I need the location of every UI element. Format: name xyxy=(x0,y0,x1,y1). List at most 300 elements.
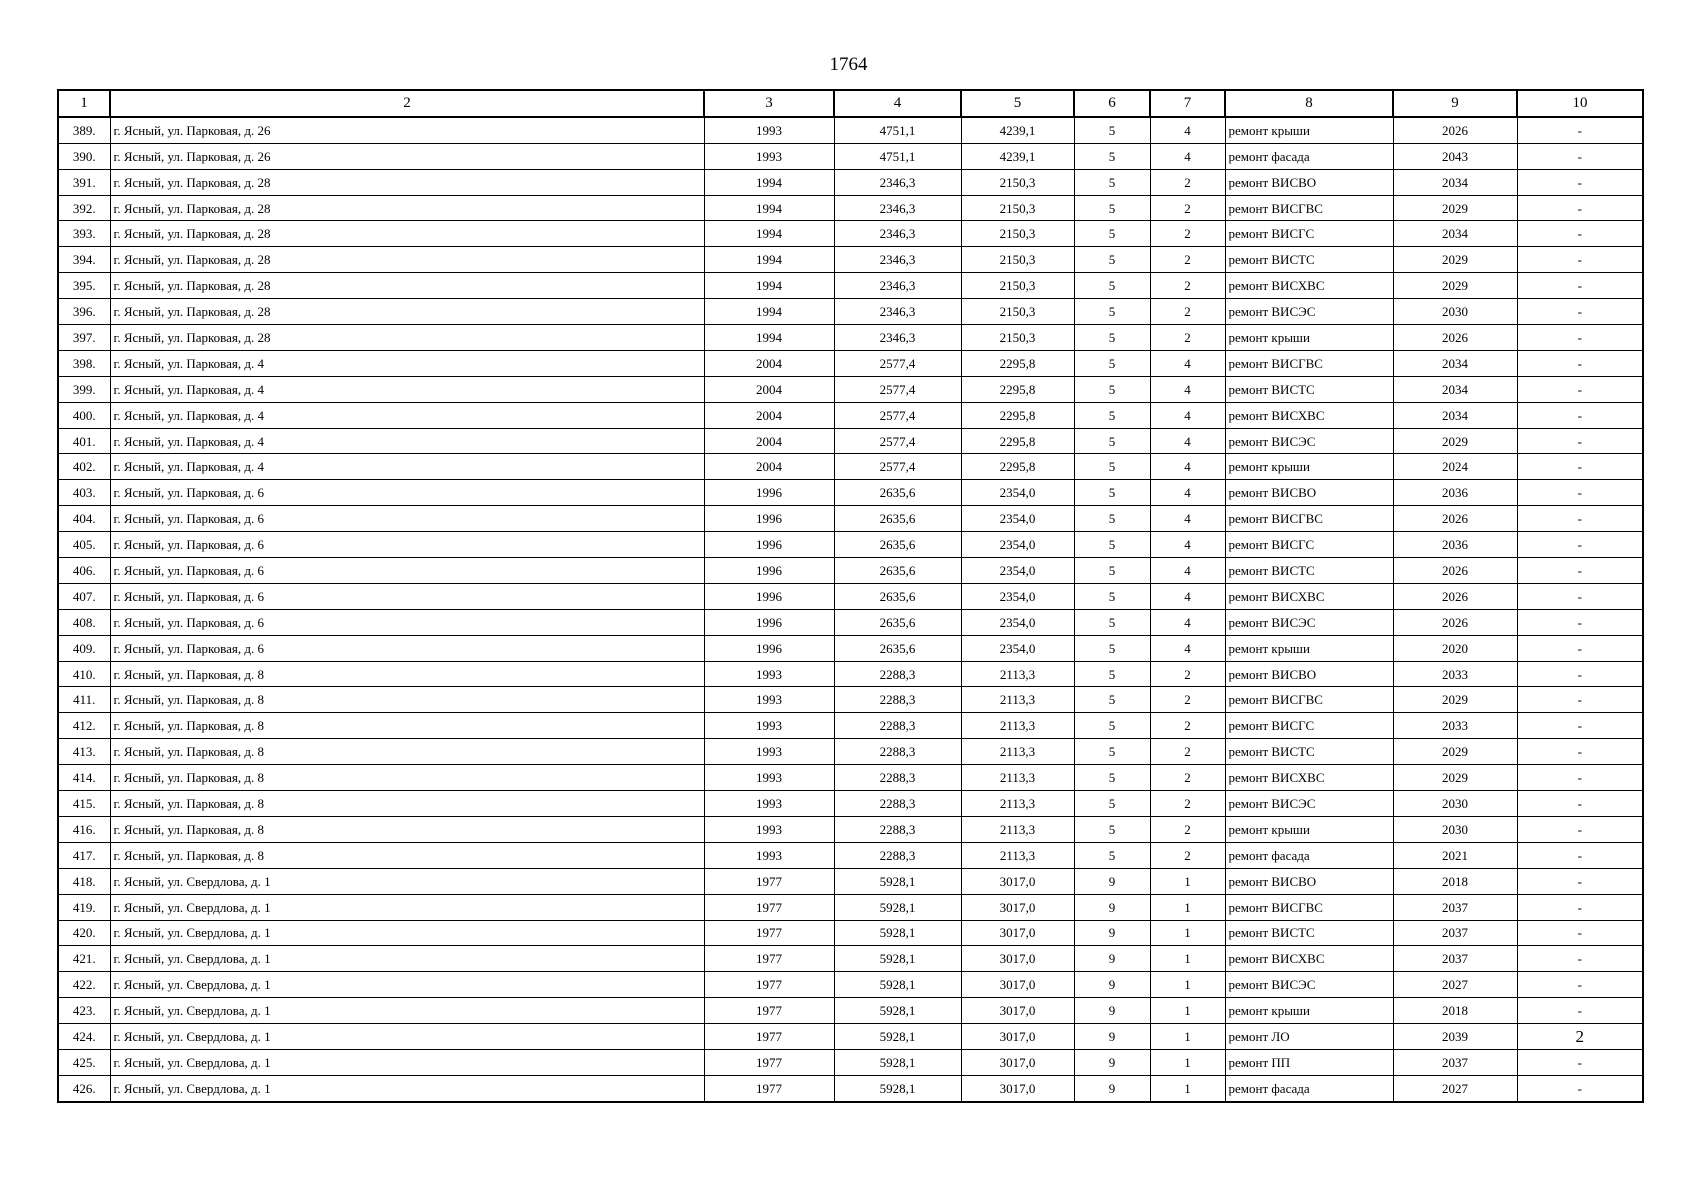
living-area-cell: 2295,8 xyxy=(961,454,1074,480)
build-year-cell: 1996 xyxy=(704,583,834,609)
living-area-cell: 2113,3 xyxy=(961,765,1074,791)
column-10-value-cell: - xyxy=(1517,583,1643,609)
work-type-cell: ремонт ВИСТС xyxy=(1225,558,1393,584)
row-number-cell: 401. xyxy=(58,428,110,454)
work-type-cell: ремонт крыши xyxy=(1225,325,1393,351)
living-area-cell: 2113,3 xyxy=(961,713,1074,739)
entrances-cell: 1 xyxy=(1150,998,1225,1024)
work-type-cell: ремонт фасада xyxy=(1225,842,1393,868)
total-area-cell: 5928,1 xyxy=(834,998,961,1024)
total-area-cell: 2288,3 xyxy=(834,713,961,739)
address-cell: г. Ясный, ул. Свердлова, д. 1 xyxy=(110,868,704,894)
address-cell: г. Ясный, ул. Свердлова, д. 1 xyxy=(110,1075,704,1101)
total-area-cell: 2288,3 xyxy=(834,739,961,765)
living-area-cell: 2150,3 xyxy=(961,195,1074,221)
work-type-cell: ремонт ВИСВО xyxy=(1225,480,1393,506)
living-area-cell: 2295,8 xyxy=(961,402,1074,428)
column-10-value-cell: - xyxy=(1517,169,1643,195)
total-area-cell: 5928,1 xyxy=(834,868,961,894)
row-number-cell: 420. xyxy=(58,920,110,946)
total-area-cell: 2577,4 xyxy=(834,350,961,376)
living-area-cell: 2150,3 xyxy=(961,325,1074,351)
living-area-cell: 2113,3 xyxy=(961,842,1074,868)
row-number-cell: 425. xyxy=(58,1049,110,1075)
table-row xyxy=(58,713,1643,739)
floors-cell: 5 xyxy=(1074,739,1150,765)
floors-cell: 9 xyxy=(1074,1049,1150,1075)
floors-cell: 5 xyxy=(1074,325,1150,351)
build-year-cell: 2004 xyxy=(704,428,834,454)
living-area-cell: 3017,0 xyxy=(961,1024,1074,1050)
table-row xyxy=(58,946,1643,972)
floors-cell: 5 xyxy=(1074,454,1150,480)
work-type-cell: ремонт ВИСТС xyxy=(1225,376,1393,402)
build-year-cell: 1994 xyxy=(704,169,834,195)
total-area-cell: 2346,3 xyxy=(834,195,961,221)
table-row xyxy=(58,532,1643,558)
living-area-cell: 3017,0 xyxy=(961,894,1074,920)
address-cell: г. Ясный, ул. Свердлова, д. 1 xyxy=(110,894,704,920)
address-cell: г. Ясный, ул. Парковая, д. 8 xyxy=(110,816,704,842)
table-row xyxy=(58,868,1643,894)
column-10-value-cell: - xyxy=(1517,1075,1643,1101)
total-area-cell: 2577,4 xyxy=(834,402,961,428)
work-type-cell: ремонт фасада xyxy=(1225,143,1393,169)
entrances-cell: 1 xyxy=(1150,868,1225,894)
floors-cell: 5 xyxy=(1074,609,1150,635)
floors-cell: 5 xyxy=(1074,480,1150,506)
total-area-cell: 2346,3 xyxy=(834,221,961,247)
floors-cell: 5 xyxy=(1074,221,1150,247)
build-year-cell: 1993 xyxy=(704,816,834,842)
address-cell: г. Ясный, ул. Парковая, д. 28 xyxy=(110,299,704,325)
address-cell: г. Ясный, ул. Парковая, д. 6 xyxy=(110,532,704,558)
work-type-cell: ремонт ВИСЭС xyxy=(1225,972,1393,998)
planned-year-cell: 2036 xyxy=(1393,532,1517,558)
row-number-cell: 423. xyxy=(58,998,110,1024)
living-area-cell: 3017,0 xyxy=(961,1049,1074,1075)
floors-cell: 5 xyxy=(1074,713,1150,739)
build-year-cell: 1996 xyxy=(704,532,834,558)
column-header-7: 7 xyxy=(1150,90,1225,117)
table-row xyxy=(58,687,1643,713)
total-area-cell: 5928,1 xyxy=(834,1075,961,1101)
total-area-cell: 5928,1 xyxy=(834,972,961,998)
build-year-cell: 1994 xyxy=(704,325,834,351)
build-year-cell: 2004 xyxy=(704,376,834,402)
living-area-cell: 3017,0 xyxy=(961,868,1074,894)
row-number-cell: 412. xyxy=(58,713,110,739)
planned-year-cell: 2024 xyxy=(1393,454,1517,480)
row-number-cell: 411. xyxy=(58,687,110,713)
table-row xyxy=(58,1075,1643,1101)
table-row xyxy=(58,765,1643,791)
row-number-cell: 424. xyxy=(58,1024,110,1050)
build-year-cell: 1996 xyxy=(704,635,834,661)
living-area-cell: 3017,0 xyxy=(961,920,1074,946)
floors-cell: 5 xyxy=(1074,558,1150,584)
work-type-cell: ремонт ВИСХВС xyxy=(1225,402,1393,428)
entrances-cell: 2 xyxy=(1150,169,1225,195)
living-area-cell: 4239,1 xyxy=(961,143,1074,169)
work-type-cell: ремонт ВИСЭС xyxy=(1225,791,1393,817)
column-10-value-cell: - xyxy=(1517,972,1643,998)
table-row xyxy=(58,376,1643,402)
living-area-cell: 2150,3 xyxy=(961,247,1074,273)
address-cell: г. Ясный, ул. Парковая, д. 26 xyxy=(110,117,704,143)
living-area-cell: 4239,1 xyxy=(961,117,1074,143)
entrances-cell: 2 xyxy=(1150,791,1225,817)
floors-cell: 9 xyxy=(1074,946,1150,972)
row-number-cell: 403. xyxy=(58,480,110,506)
living-area-cell: 2113,3 xyxy=(961,791,1074,817)
row-number-cell: 393. xyxy=(58,221,110,247)
entrances-cell: 1 xyxy=(1150,894,1225,920)
column-10-value-cell: - xyxy=(1517,816,1643,842)
table-row xyxy=(58,169,1643,195)
total-area-cell: 2635,6 xyxy=(834,558,961,584)
total-area-cell: 2346,3 xyxy=(834,299,961,325)
total-area-cell: 2288,3 xyxy=(834,791,961,817)
build-year-cell: 1993 xyxy=(704,117,834,143)
row-number-cell: 421. xyxy=(58,946,110,972)
work-type-cell: ремонт ВИСВО xyxy=(1225,868,1393,894)
living-area-cell: 3017,0 xyxy=(961,998,1074,1024)
column-10-value-cell: - xyxy=(1517,376,1643,402)
planned-year-cell: 2026 xyxy=(1393,325,1517,351)
floors-cell: 5 xyxy=(1074,273,1150,299)
column-10-value-cell: - xyxy=(1517,325,1643,351)
column-10-value-cell: 2 xyxy=(1517,1024,1643,1050)
total-area-cell: 2288,3 xyxy=(834,765,961,791)
entrances-cell: 4 xyxy=(1150,454,1225,480)
table-row xyxy=(58,221,1643,247)
planned-year-cell: 2033 xyxy=(1393,661,1517,687)
living-area-cell: 2295,8 xyxy=(961,376,1074,402)
work-type-cell: ремонт ВИСХВС xyxy=(1225,946,1393,972)
row-number-cell: 400. xyxy=(58,402,110,428)
column-10-value-cell: - xyxy=(1517,635,1643,661)
column-10-value-cell: - xyxy=(1517,687,1643,713)
column-10-value-cell: - xyxy=(1517,117,1643,143)
row-number-cell: 406. xyxy=(58,558,110,584)
entrances-cell: 2 xyxy=(1150,713,1225,739)
row-number-cell: 414. xyxy=(58,765,110,791)
work-type-cell: ремонт ВИСТС xyxy=(1225,739,1393,765)
column-10-value-cell: - xyxy=(1517,791,1643,817)
build-year-cell: 1977 xyxy=(704,946,834,972)
floors-cell: 5 xyxy=(1074,350,1150,376)
entrances-cell: 4 xyxy=(1150,635,1225,661)
table-row xyxy=(58,739,1643,765)
column-10-value-cell: - xyxy=(1517,480,1643,506)
entrances-cell: 4 xyxy=(1150,376,1225,402)
floors-cell: 5 xyxy=(1074,687,1150,713)
planned-year-cell: 2020 xyxy=(1393,635,1517,661)
total-area-cell: 2577,4 xyxy=(834,376,961,402)
address-cell: г. Ясный, ул. Свердлова, д. 1 xyxy=(110,920,704,946)
work-type-cell: ремонт крыши xyxy=(1225,998,1393,1024)
column-10-value-cell: - xyxy=(1517,247,1643,273)
living-area-cell: 2113,3 xyxy=(961,687,1074,713)
row-number-cell: 417. xyxy=(58,842,110,868)
table-row xyxy=(58,117,1643,143)
build-year-cell: 1977 xyxy=(704,1075,834,1101)
address-cell: г. Ясный, ул. Свердлова, д. 1 xyxy=(110,998,704,1024)
column-10-value-cell: - xyxy=(1517,765,1643,791)
entrances-cell: 2 xyxy=(1150,816,1225,842)
total-area-cell: 2635,6 xyxy=(834,532,961,558)
column-10-value-cell: - xyxy=(1517,894,1643,920)
build-year-cell: 1993 xyxy=(704,739,834,765)
column-header-5: 5 xyxy=(961,90,1074,117)
work-type-cell: ремонт ВИСГС xyxy=(1225,713,1393,739)
work-type-cell: ремонт ВИСГС xyxy=(1225,221,1393,247)
table-row xyxy=(58,920,1643,946)
table-row xyxy=(58,661,1643,687)
build-year-cell: 1977 xyxy=(704,1049,834,1075)
table-row xyxy=(58,635,1643,661)
row-number-cell: 396. xyxy=(58,299,110,325)
planned-year-cell: 2026 xyxy=(1393,583,1517,609)
total-area-cell: 2288,3 xyxy=(834,687,961,713)
row-number-cell: 405. xyxy=(58,532,110,558)
floors-cell: 5 xyxy=(1074,661,1150,687)
planned-year-cell: 2026 xyxy=(1393,506,1517,532)
floors-cell: 9 xyxy=(1074,1075,1150,1101)
column-10-value-cell: - xyxy=(1517,506,1643,532)
build-year-cell: 1996 xyxy=(704,480,834,506)
build-year-cell: 1993 xyxy=(704,687,834,713)
column-header-3: 3 xyxy=(704,90,834,117)
total-area-cell: 2288,3 xyxy=(834,842,961,868)
build-year-cell: 1996 xyxy=(704,558,834,584)
address-cell: г. Ясный, ул. Свердлова, д. 1 xyxy=(110,946,704,972)
entrances-cell: 2 xyxy=(1150,739,1225,765)
planned-year-cell: 2033 xyxy=(1393,713,1517,739)
entrances-cell: 4 xyxy=(1150,609,1225,635)
address-cell: г. Ясный, ул. Парковая, д. 8 xyxy=(110,661,704,687)
table-row xyxy=(58,1049,1643,1075)
entrances-cell: 2 xyxy=(1150,299,1225,325)
address-cell: г. Ясный, ул. Парковая, д. 6 xyxy=(110,480,704,506)
column-header-4: 4 xyxy=(834,90,961,117)
build-year-cell: 1993 xyxy=(704,791,834,817)
table-body xyxy=(58,117,1643,1102)
build-year-cell: 1977 xyxy=(704,1024,834,1050)
living-area-cell: 2354,0 xyxy=(961,532,1074,558)
work-type-cell: ремонт крыши xyxy=(1225,117,1393,143)
floors-cell: 9 xyxy=(1074,1024,1150,1050)
column-header-9: 9 xyxy=(1393,90,1517,117)
floors-cell: 5 xyxy=(1074,842,1150,868)
work-type-cell: ремонт ВИСГС xyxy=(1225,532,1393,558)
planned-year-cell: 2029 xyxy=(1393,765,1517,791)
address-cell: г. Ясный, ул. Парковая, д. 8 xyxy=(110,842,704,868)
table-row xyxy=(58,609,1643,635)
entrances-cell: 2 xyxy=(1150,325,1225,351)
address-cell: г. Ясный, ул. Парковая, д. 28 xyxy=(110,169,704,195)
column-10-value-cell: - xyxy=(1517,739,1643,765)
living-area-cell: 2113,3 xyxy=(961,816,1074,842)
column-header-8: 8 xyxy=(1225,90,1393,117)
address-cell: г. Ясный, ул. Свердлова, д. 1 xyxy=(110,1049,704,1075)
build-year-cell: 1993 xyxy=(704,713,834,739)
living-area-cell: 2295,8 xyxy=(961,428,1074,454)
column-10-value-cell: - xyxy=(1517,454,1643,480)
floors-cell: 5 xyxy=(1074,428,1150,454)
floors-cell: 5 xyxy=(1074,532,1150,558)
address-cell: г. Ясный, ул. Парковая, д. 28 xyxy=(110,273,704,299)
entrances-cell: 2 xyxy=(1150,221,1225,247)
living-area-cell: 2150,3 xyxy=(961,221,1074,247)
living-area-cell: 2354,0 xyxy=(961,583,1074,609)
address-cell: г. Ясный, ул. Парковая, д. 28 xyxy=(110,195,704,221)
address-cell: г. Ясный, ул. Парковая, д. 28 xyxy=(110,221,704,247)
column-10-value-cell: - xyxy=(1517,842,1643,868)
build-year-cell: 1993 xyxy=(704,661,834,687)
table-row xyxy=(58,143,1643,169)
living-area-cell: 3017,0 xyxy=(961,972,1074,998)
entrances-cell: 1 xyxy=(1150,972,1225,998)
living-area-cell: 2150,3 xyxy=(961,169,1074,195)
total-area-cell: 2635,6 xyxy=(834,506,961,532)
entrances-cell: 4 xyxy=(1150,558,1225,584)
build-year-cell: 1993 xyxy=(704,765,834,791)
build-year-cell: 1996 xyxy=(704,609,834,635)
build-year-cell: 1994 xyxy=(704,221,834,247)
column-10-value-cell: - xyxy=(1517,195,1643,221)
column-header-1: 1 xyxy=(58,90,110,117)
entrances-cell: 2 xyxy=(1150,661,1225,687)
table-row xyxy=(58,1024,1643,1050)
total-area-cell: 2577,4 xyxy=(834,428,961,454)
floors-cell: 9 xyxy=(1074,972,1150,998)
row-number-cell: 394. xyxy=(58,247,110,273)
address-cell: г. Ясный, ул. Парковая, д. 28 xyxy=(110,325,704,351)
build-year-cell: 1977 xyxy=(704,920,834,946)
table-row xyxy=(58,558,1643,584)
floors-cell: 5 xyxy=(1074,402,1150,428)
column-header-2: 2 xyxy=(110,90,704,117)
repair-schedule-table xyxy=(57,89,1644,1103)
table-row xyxy=(58,894,1643,920)
table-row xyxy=(58,195,1643,221)
row-number-cell: 404. xyxy=(58,506,110,532)
table-row xyxy=(58,247,1643,273)
row-number-cell: 398. xyxy=(58,350,110,376)
planned-year-cell: 2029 xyxy=(1393,273,1517,299)
table-row xyxy=(58,299,1643,325)
address-cell: г. Ясный, ул. Свердлова, д. 1 xyxy=(110,1024,704,1050)
floors-cell: 5 xyxy=(1074,169,1150,195)
column-10-value-cell: - xyxy=(1517,661,1643,687)
total-area-cell: 2635,6 xyxy=(834,609,961,635)
work-type-cell: ремонт ВИСХВС xyxy=(1225,765,1393,791)
total-area-cell: 2288,3 xyxy=(834,816,961,842)
build-year-cell: 1977 xyxy=(704,972,834,998)
column-10-value-cell: - xyxy=(1517,221,1643,247)
address-cell: г. Ясный, ул. Парковая, д. 8 xyxy=(110,765,704,791)
build-year-cell: 1996 xyxy=(704,506,834,532)
planned-year-cell: 2026 xyxy=(1393,558,1517,584)
entrances-cell: 1 xyxy=(1150,1075,1225,1101)
planned-year-cell: 2018 xyxy=(1393,868,1517,894)
planned-year-cell: 2027 xyxy=(1393,1075,1517,1101)
total-area-cell: 4751,1 xyxy=(834,143,961,169)
planned-year-cell: 2030 xyxy=(1393,816,1517,842)
work-type-cell: ремонт крыши xyxy=(1225,635,1393,661)
work-type-cell: ремонт ВИСЭС xyxy=(1225,299,1393,325)
column-10-value-cell: - xyxy=(1517,1049,1643,1075)
work-type-cell: ремонт крыши xyxy=(1225,816,1393,842)
living-area-cell: 2354,0 xyxy=(961,609,1074,635)
entrances-cell: 4 xyxy=(1150,143,1225,169)
living-area-cell: 2354,0 xyxy=(961,506,1074,532)
planned-year-cell: 2026 xyxy=(1393,117,1517,143)
planned-year-cell: 2043 xyxy=(1393,143,1517,169)
build-year-cell: 1993 xyxy=(704,143,834,169)
planned-year-cell: 2034 xyxy=(1393,350,1517,376)
floors-cell: 5 xyxy=(1074,195,1150,221)
work-type-cell: ремонт ВИСХВС xyxy=(1225,583,1393,609)
column-10-value-cell: - xyxy=(1517,868,1643,894)
floors-cell: 5 xyxy=(1074,635,1150,661)
row-number-cell: 389. xyxy=(58,117,110,143)
living-area-cell: 2354,0 xyxy=(961,558,1074,584)
address-cell: г. Ясный, ул. Парковая, д. 8 xyxy=(110,713,704,739)
row-number-cell: 409. xyxy=(58,635,110,661)
total-area-cell: 5928,1 xyxy=(834,1024,961,1050)
floors-cell: 5 xyxy=(1074,583,1150,609)
floors-cell: 5 xyxy=(1074,117,1150,143)
table-row xyxy=(58,325,1643,351)
build-year-cell: 1994 xyxy=(704,247,834,273)
work-type-cell: ремонт ВИСГВС xyxy=(1225,506,1393,532)
planned-year-cell: 2029 xyxy=(1393,428,1517,454)
floors-cell: 5 xyxy=(1074,143,1150,169)
planned-year-cell: 2034 xyxy=(1393,221,1517,247)
address-cell: г. Ясный, ул. Парковая, д. 6 xyxy=(110,583,704,609)
table-row xyxy=(58,816,1643,842)
column-10-value-cell: - xyxy=(1517,713,1643,739)
entrances-cell: 2 xyxy=(1150,247,1225,273)
row-number-cell: 416. xyxy=(58,816,110,842)
planned-year-cell: 2026 xyxy=(1393,609,1517,635)
table-row xyxy=(58,972,1643,998)
entrances-cell: 4 xyxy=(1150,117,1225,143)
column-10-value-cell: - xyxy=(1517,350,1643,376)
planned-year-cell: 2037 xyxy=(1393,894,1517,920)
planned-year-cell: 2018 xyxy=(1393,998,1517,1024)
column-10-value-cell: - xyxy=(1517,273,1643,299)
build-year-cell: 1977 xyxy=(704,868,834,894)
work-type-cell: ремонт ВИСГВС xyxy=(1225,195,1393,221)
living-area-cell: 2354,0 xyxy=(961,480,1074,506)
work-type-cell: ремонт ВИСТС xyxy=(1225,920,1393,946)
address-cell: г. Ясный, ул. Парковая, д. 26 xyxy=(110,143,704,169)
living-area-cell: 2354,0 xyxy=(961,635,1074,661)
address-cell: г. Ясный, ул. Парковая, д. 4 xyxy=(110,350,704,376)
row-number-cell: 391. xyxy=(58,169,110,195)
work-type-cell: ремонт ВИСГВС xyxy=(1225,350,1393,376)
build-year-cell: 1994 xyxy=(704,195,834,221)
work-type-cell: ремонт ЛО xyxy=(1225,1024,1393,1050)
address-cell: г. Ясный, ул. Парковая, д. 8 xyxy=(110,687,704,713)
living-area-cell: 3017,0 xyxy=(961,1075,1074,1101)
floors-cell: 5 xyxy=(1074,299,1150,325)
build-year-cell: 2004 xyxy=(704,350,834,376)
